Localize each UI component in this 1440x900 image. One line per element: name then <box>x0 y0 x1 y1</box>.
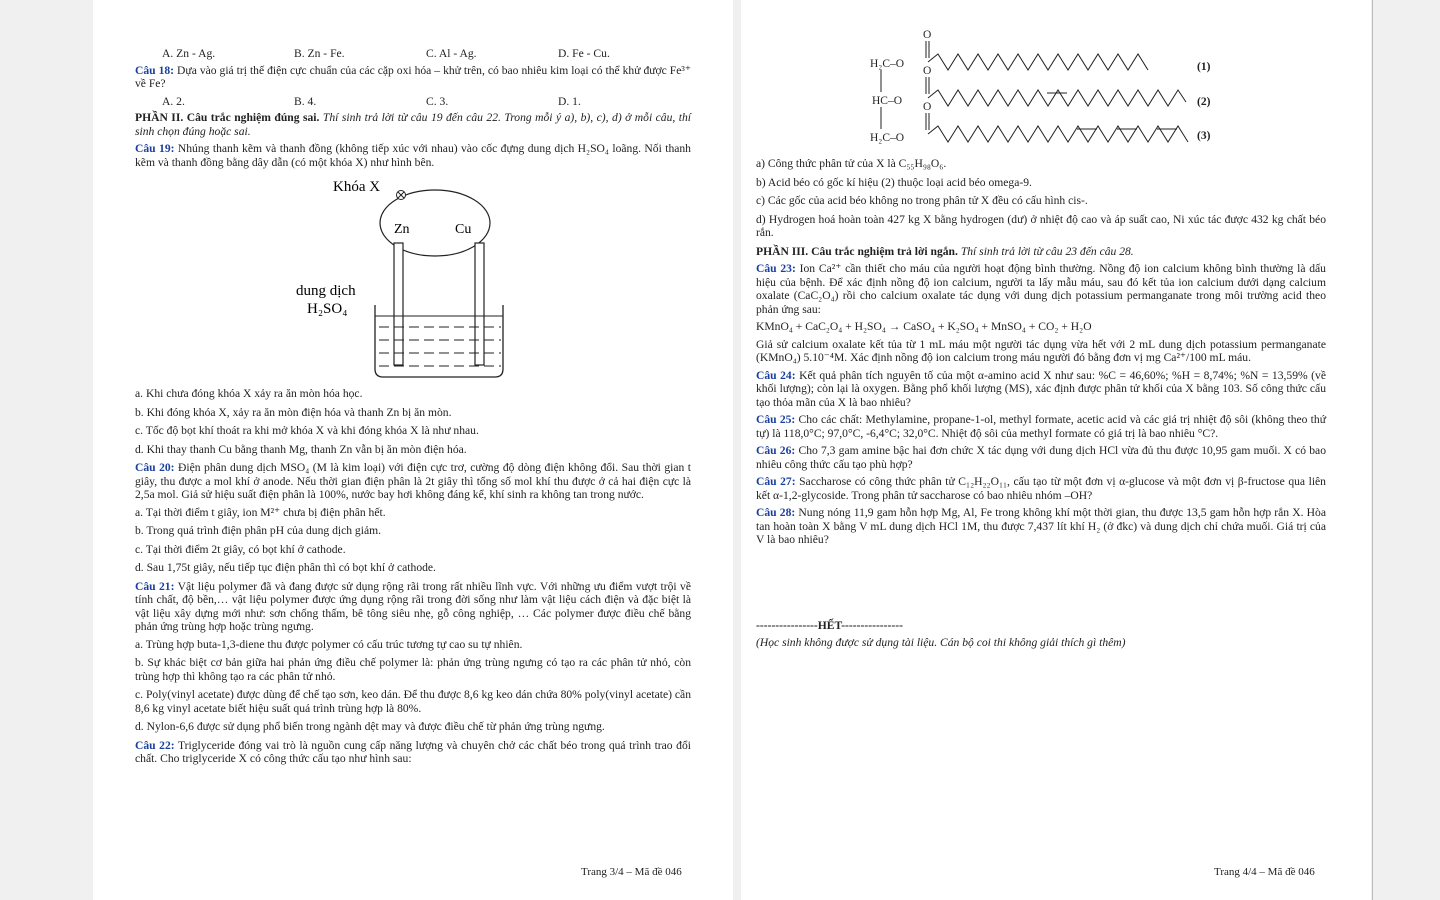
solution-label-line-1: dung dịch <box>296 283 356 299</box>
page-4-content <box>756 157 1326 654</box>
q22-statement-b: b) Acid béo có gốc kí hiệu (2) thuộc loại acid béo omega-9. <box>756 175 1032 189</box>
q20-label: Câu 20: <box>135 461 175 474</box>
q24-label: Câu 24: <box>756 368 796 382</box>
page-3 <box>93 0 733 900</box>
q18-text: Dựa vào giá trị thế điện cực chuẩn của các cặp oxi hóa – khử trên, có bao nhiêu kim loại có thể khử được Fe³⁺ về Fe? <box>135 63 691 90</box>
q23-text: Ion Ca²⁺ cần thiết cho máu của người hoạt động bình thường. Nồng độ ion calcium không bình thường là dấu hiệu của bệnh. Để xác định nồng độ ion calcium, người ta lấy mẫu máu, sau đó kết tủa ion calcium dưới dạng calcium oxalate (CaC₂O₄) rồi cho calcium oxalate tác dụng với dung dịch potassium permanganate trong môi trường acid theo phản ứng sau: <box>756 262 1326 316</box>
q22-statement-d: d) Hydrogen hoá hoàn toàn 427 kg X bằng hydrogen (dư) ở nhiệt độ cao và áp suất cao, Ni xúc tác được 432 kg chất béo rắn. <box>756 212 1326 239</box>
q21-statement-d: d. Nylon-6,6 được sử dụng phổ biến trong ngành dệt may và được điều chế từ phản ứng trùng ngưng. <box>135 720 605 733</box>
q20-text: Điện phân dung dịch MSO₄ (M là kim loại) với điện cực trơ, cường độ dòng điện không đổi. Sau thời gian t giây, thu được a mol khí ở anode. Nếu thời gian điện phân là 2t giây thì tổng số mol khí thu được ở cả hai điện cực là 2,5a mol. Giả sử hiệu suất điện phân là 100%, nước bay hơi không đáng kể, khí sinh ra không tan trong nước. <box>135 461 691 501</box>
q27-text: Saccharose có công thức phân tử C₁₂H₂₂O₁₁, cấu tạo từ một đơn vị α-glucose và một đơn vị β-fructose qua liên kết α-1,2-glycoside. Trong phân tử saccharose có bao nhiêu nhóm –OH? <box>756 475 1326 502</box>
page-3-footer: Trang 3/4 – Mã đề 046 <box>581 866 682 878</box>
q22-text: Triglyceride đóng vai trò là nguồn cung cấp năng lượng và chuyên chở các chất béo trong quá trình trao đổi chất. Cho triglyceride X có công thức cấu tạo như hình sau: <box>135 738 691 765</box>
zn-label: Zn <box>394 222 410 237</box>
zn-electrode <box>394 243 403 365</box>
page-divider <box>1372 0 1373 900</box>
q26-label: Câu 26: <box>756 444 796 457</box>
option-d: D. 1. <box>558 94 581 108</box>
fatty-acid-chain-3 <box>928 126 1188 142</box>
q21-text: Vật liệu polymer đã và đang được sử dụng rộng rãi trong rất nhiều lĩnh vực. Với những ưu điểm vượt trội về tính chất, độ bền,… vật liệu polymer được ứng dụng rộng rãi trong đời sống như làm vật liệu cách điện và đặc biệt là vật liệu xây dựng mới như: sơn chống thấm, bê tông siêu nhẹ, gỗ công nghiệp, … Các polymer được điều chế bằng phản ứng trùng hợp hoặc trùng ngưng. <box>135 579 691 633</box>
q21-statement-a: a. Trùng hợp buta-1,3-diene thu được polymer có cấu trúc tương tự cao su tự nhiên. <box>135 637 523 651</box>
option-d: D. Fe - Cu. <box>558 47 610 60</box>
q20-statement-d: d. Sau 1,75t giây, nếu tiếp tục điện phân thì có bọt khí ở cathode. <box>135 561 436 574</box>
q25-text: Cho các chất: Methylamine, propane-1-ol, methyl formate, acetic acid và các giá trị nhiệt độ sôi (không theo thứ tự) là 118,0°C; 97,0°C, -6,4°C; 32,0°C. Nhiệt độ sôi của methyl formate có giá trị là bao nhiêu °C?. <box>756 413 1326 440</box>
page-4-footer: Trang 4/4 – Mã đề 046 <box>1214 866 1315 878</box>
q21-statement-b: b. Sự khác biệt cơ bản giữa hai phản ứng điều chế polymer là: phản ứng trùng ngưng có tạo ra các phân tử nhỏ, còn trùng hợp thì không tạo ra các phân tử nhỏ. <box>135 656 691 683</box>
end-note: (Học sinh không được sử dụng tài liệu. Cán bộ coi thi không giải thích gì thêm) <box>756 636 1126 649</box>
q22-label: Câu 22: <box>135 738 175 752</box>
page-4 <box>741 0 1371 900</box>
question-20 <box>135 461 691 502</box>
end-mark: ----------------HẾT---------------- <box>756 618 903 632</box>
part-2-heading <box>135 111 691 138</box>
q18-label: Câu 18: <box>135 63 175 77</box>
q18-options <box>135 95 691 109</box>
carbonyl-o-1: O <box>923 29 932 41</box>
chain-tag-2: (2) <box>1197 96 1211 108</box>
switch-label: Khóa X <box>333 179 381 195</box>
glycerol-row-1: H₂C–O <box>870 58 905 70</box>
part-2-title: PHẦN II. Câu trắc nghiệm đúng sai. <box>135 111 320 124</box>
q23-label: Câu 23: <box>756 262 796 275</box>
chain-tag-3: (3) <box>1197 130 1211 142</box>
q28-text: Nung nóng 11,9 gam hỗn hợp Mg, Al, Fe trong không khí một thời gian, thu được 13,5 gam hỗn hợp rắn X. Hòa tan hoàn toàn X bằng V mL dung dịch HCl 1M, thu được 7,437 lít khí H₂ (ở đkc) và dung dịch chỉ chứa muối. Giá trị của V là bao nhiêu? <box>756 506 1326 546</box>
question-27 <box>756 475 1326 502</box>
question-22 <box>135 739 691 766</box>
glycerol-row-2: HC–O <box>872 95 903 107</box>
option-a: A. Zn - Ag. <box>162 47 216 60</box>
q19-label: Câu 19: <box>135 142 175 155</box>
q20-statement-a: a. Tại thời điểm t giây, ion M²⁺ chưa bị điện phân hết. <box>135 505 386 519</box>
q20-statement-c: c. Tại thời điểm 2t giây, có bọt khí ở cathode. <box>135 542 346 556</box>
cu-electrode <box>475 243 484 365</box>
q19-text: Nhúng thanh kẽm và thanh đồng (không tiếp xúc với nhau) vào cốc đựng dung dịch H₂SO₄ loãng. Nối thanh kẽm và thanh đồng bằng dây dẫn (có một khóa X) như hình bên. <box>135 142 691 169</box>
question-21 <box>135 580 691 634</box>
option-b: B. Zn - Fe. <box>294 47 345 60</box>
option-b: B. 4. <box>294 94 317 108</box>
option-a: A. 2. <box>162 94 185 108</box>
q19-statement-c: c. Tốc độ bọt khí thoát ra khi mở khóa X và khi đóng khóa X là như nhau. <box>135 424 479 437</box>
q25-label: Câu 25: <box>756 413 796 426</box>
q21-label: Câu 21: <box>135 579 175 593</box>
part-3-instructions: Thí sinh trả lời từ câu 23 đến câu 28. <box>960 244 1134 258</box>
question-23 <box>756 262 1326 316</box>
q27-label: Câu 27: <box>756 475 796 488</box>
question-18 <box>135 64 691 91</box>
electrochemical-cell-diagram <box>135 173 691 381</box>
part-3-title: PHẦN III. Câu trắc nghiệm trả lời ngắn. <box>756 244 958 258</box>
question-25 <box>756 413 1326 440</box>
chain-tag-1: (1) <box>1197 61 1211 73</box>
q19-statement-d: d. Khi thay thanh Cu bằng thanh Mg, thanh Zn vẫn bị ăn mòn điện hóa. <box>135 442 467 456</box>
q23-text-2: Giả sử calcium oxalate kết tủa từ 1 mL máu một người tác dụng vừa hết với 2 mL dung dịch potassium permanganate (KMnO₄) 5.10⁻⁴M. Xác định nồng độ ion calcium trong máu người đó bằng đơn vị mg Ca²⁺/100 mL máu. <box>756 337 1326 364</box>
page-3-content <box>135 47 691 770</box>
question-19 <box>135 142 691 169</box>
question-28 <box>756 506 1326 547</box>
fatty-acid-chain-1 <box>928 54 1148 70</box>
q22-statement-a: a) Công thức phân tử của X là C₅₅H₉₈O₆. <box>756 157 947 170</box>
q17-options <box>135 47 691 61</box>
q19-statement-b: b. Khi đóng khóa X, xảy ra ăn mòn điện hóa và thanh Zn bị ăn mòn. <box>135 405 452 419</box>
question-26 <box>756 444 1326 471</box>
q22-statement-c: c) Các gốc của acid béo không no trong phân tử X đều có cấu hình cis-. <box>756 194 1088 207</box>
q19-statement-a: a. Khi chưa đóng khóa X xảy ra ăn mòn hóa học. <box>135 387 363 400</box>
question-24 <box>756 369 1326 410</box>
option-c: C. 3. <box>426 94 449 108</box>
q24-text: Kết quả phân tích nguyên tố của một α-amino acid X như sau: %C = 46,60%; %H = 8,74%; %N = 13,59% (về khối lượng); còn lại là oxygen. Bằng phổ khối lượng (MS), xác định được phân tử khối của X bằng 103. Số công thức cấu tạo thỏa mãn của X là bao nhiêu? <box>756 368 1326 409</box>
fatty-acid-chain-2 <box>928 90 1186 106</box>
carbonyl-o-3: O <box>923 101 932 113</box>
q23-equation: KMnO₄ + CaC₂O₄ + H₂SO₄ → CaSO₄ + K₂SO₄ + MnSO₄ + CO₂ + H₂O <box>756 320 1092 333</box>
part-2-instructions: Thí sinh trả lời từ câu 19 đến câu 22. Trong mỗi ý a), b), c), d) ở mỗi câu, thí sinh chọn đúng hoặc sai. <box>135 111 692 138</box>
option-c: C. Al - Ag. <box>426 47 477 60</box>
q21-statement-c: c. Poly(vinyl acetate) được dùng để chế tạo sơn, keo dán. Để thu được 8,6 kg keo dán chứa 80% poly(vinyl acetate) cần 8,6 kg vinyl acetate biết hiệu suất quá trình trùng hợp là 80%. <box>135 688 691 715</box>
q26-text: Cho 7,3 gam amine bậc hai đơn chức X tác dụng với dung dịch HCl vừa đủ thu được 10,95 gam muối. X có bao nhiêu công thức cấu tạo phù hợp? <box>756 444 1326 471</box>
carbonyl-o-2: O <box>923 65 932 77</box>
cu-label: Cu <box>455 222 472 237</box>
glycerol-row-3: H₂C–O <box>870 132 905 144</box>
triglyceride-structure <box>866 26 1216 152</box>
solution-label-line-2: H₂SO₄ <box>307 301 348 317</box>
q20-statement-b: b. Trong quá trình điện phân pH của dung dịch giảm. <box>135 524 382 537</box>
q28-label: Câu 28: <box>756 506 796 519</box>
part-3-heading <box>756 245 1326 259</box>
